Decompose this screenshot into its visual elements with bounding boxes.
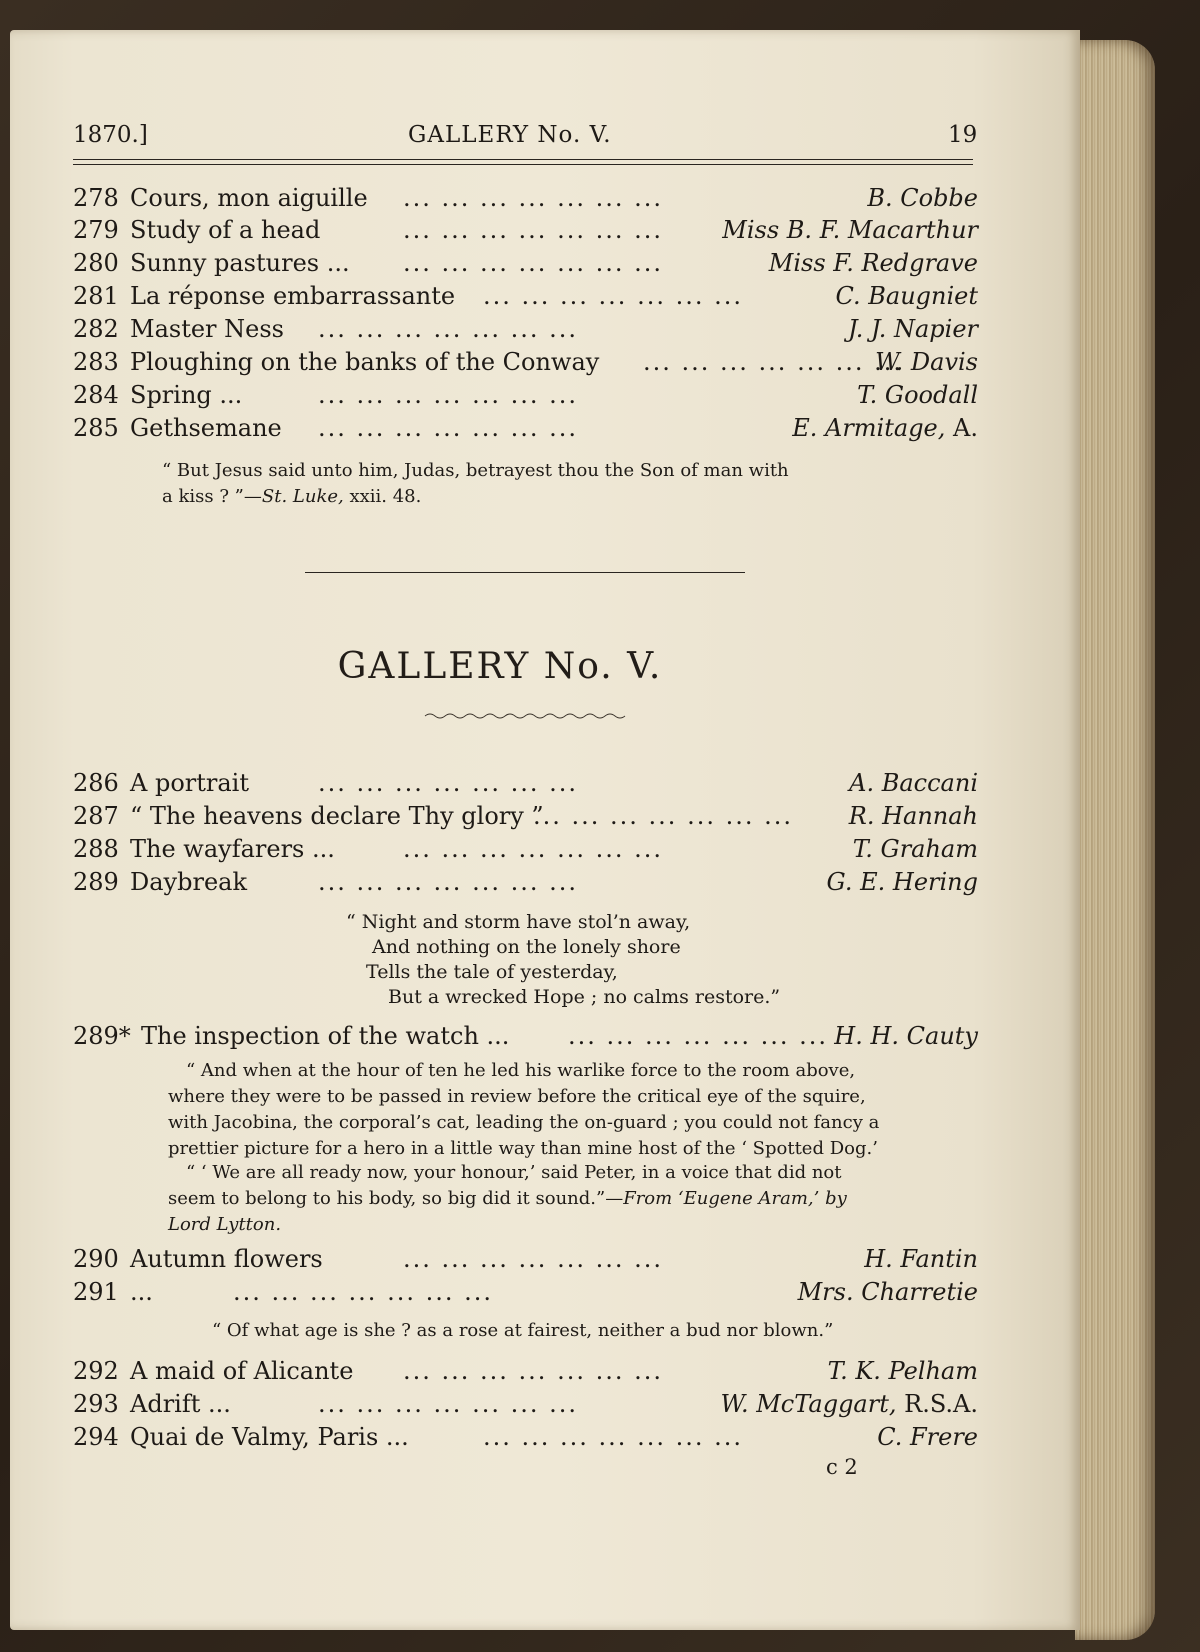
catalogue-entry — [73, 868, 978, 900]
dot-leader: ... ... ... ... ... ... ... — [533, 802, 793, 830]
entry-number: 291 — [73, 1278, 119, 1306]
catalogue-entry — [73, 1390, 978, 1422]
entry-title: La réponse embarrassante — [130, 282, 456, 310]
quote-289star-2: “ ‘ We are all ready now, your honour,’ said Peter, in a voice that did not seem to belong to his body, so big did it sound.”—From ‘Eugene Aram,’ by Lord Lytton. — [168, 1162, 847, 1235]
entry-title: The inspection of the watch ... — [141, 1022, 510, 1050]
dot-leader: ... ... ... ... ... ... ... — [318, 1390, 578, 1418]
entry-number: 287 — [73, 802, 119, 830]
entry-title: Quai de Valmy, Paris ... — [130, 1423, 409, 1451]
catalogue-entry — [73, 1357, 978, 1389]
entry-number: 292 — [73, 1357, 119, 1385]
quote-291: “ Of what age is she ? as a rose at fairest, neither a bud nor blown.” — [212, 1320, 834, 1341]
entry-title: Spring ... — [130, 381, 243, 409]
dot-leader: ... ... ... ... ... ... ... — [483, 1423, 743, 1451]
entry-artist: W. Davis — [875, 348, 978, 376]
dot-leader: ... ... ... ... ... ... ... — [318, 414, 578, 442]
entry-title: Autumn flowers — [130, 1245, 323, 1273]
catalogue-entry — [73, 769, 978, 801]
entry-title: The wayfarers ... — [130, 835, 335, 863]
wavy-ornament — [425, 712, 625, 720]
entry-number: 289 — [73, 868, 119, 896]
poem-289: “ Night and storm have stol’n away, And nothing on the lonely shore Tells the tale of yesterday, But a wrecked Hope ; no calms restore.” — [346, 911, 781, 1008]
page-edges — [1075, 40, 1155, 1640]
entry-number: 282 — [73, 315, 119, 343]
entry-title: Study of a head — [130, 216, 321, 244]
header-year: 1870.] — [73, 122, 148, 148]
entry-artist: T. Goodall — [857, 381, 978, 409]
header-rule — [73, 159, 973, 160]
entry-title: Master Ness — [130, 315, 284, 343]
catalogue-entry — [73, 1423, 978, 1455]
dot-leader: ... ... ... ... ... ... ... — [403, 249, 663, 277]
header-title: GALLERY No. V. — [408, 122, 612, 148]
entry-number: 290 — [73, 1245, 119, 1273]
dot-leader: ... ... ... ... ... ... ... — [643, 348, 903, 376]
dot-leader: ... ... ... ... ... ... ... — [568, 1022, 828, 1050]
catalogue-entry — [73, 282, 978, 314]
entry-number: 286 — [73, 769, 119, 797]
catalogue-entry — [73, 184, 978, 216]
entry-title: Daybreak — [130, 868, 247, 896]
catalogue-entry — [73, 1278, 978, 1310]
quote-289star: “ And when at the hour of ten he led his warlike force to the room above, where they were to be passed in review before the critical eye of the squire, with Jacobina, the corporal’s cat, leading the on-guard ; you could not fancy a prettier picture for a hero in a little way than mine host of the ‘ Spotted Dog.’ — [168, 1060, 880, 1159]
entry-artist: H. Fantin — [864, 1245, 978, 1273]
catalogue-entry — [73, 348, 978, 380]
entry-title: Adrift ... — [130, 1390, 231, 1418]
catalogue-entry — [73, 1022, 978, 1054]
entry-title: A portrait — [130, 769, 249, 797]
entry-artist: J. J. Napier — [847, 315, 978, 343]
gallery-heading: GALLERY No. V. — [337, 646, 663, 687]
signature-mark: c 2 — [826, 1455, 858, 1479]
entry-title: Sunny pastures ... — [130, 249, 350, 277]
dot-leader: ... ... ... ... ... ... ... — [318, 315, 578, 343]
entry-artist: T. K. Pelham — [827, 1357, 978, 1385]
dot-leader: ... ... ... ... ... ... ... — [403, 1245, 663, 1273]
dot-leader: ... ... ... ... ... ... ... — [318, 381, 578, 409]
dot-leader: ... ... ... ... ... ... ... — [483, 282, 743, 310]
entry-number: 284 — [73, 381, 119, 409]
page-number: 19 — [948, 122, 978, 148]
entry-title: Ploughing on the banks of the Conway — [130, 348, 600, 376]
entry-number: 293 — [73, 1390, 119, 1418]
dot-leader: ... ... ... ... ... ... ... — [318, 769, 578, 797]
entry-number: 289* — [73, 1022, 131, 1050]
entry-number: 280 — [73, 249, 119, 277]
dot-leader: ... ... ... ... ... ... ... — [403, 216, 663, 244]
entry-title: ... — [130, 1278, 153, 1306]
entry-artist: E. Armitage, A. — [792, 414, 978, 442]
entry-artist: T. Graham — [852, 835, 978, 863]
catalogue-entry — [73, 216, 978, 248]
dot-leader: ... ... ... ... ... ... ... — [318, 868, 578, 896]
quote-285: “ But Jesus said unto him, Judas, betrayest thou the Son of man with a kiss ? ”—St. Luke, xxii. 48. — [162, 460, 789, 507]
dot-leader: ... ... ... ... ... ... ... — [403, 1357, 663, 1385]
entry-number: 279 — [73, 216, 119, 244]
entry-number: 288 — [73, 835, 119, 863]
dot-leader: ... ... ... ... ... ... ... — [403, 184, 663, 212]
entry-title: A maid of Alicante — [130, 1357, 354, 1385]
entry-artist: B. Cobbe — [867, 184, 978, 212]
catalogue-entry — [73, 1245, 978, 1277]
catalogue-entry — [73, 414, 978, 446]
entry-number: 278 — [73, 184, 119, 212]
catalogue-entry — [73, 802, 978, 834]
header-rule-thin — [73, 164, 973, 165]
entry-number: 281 — [73, 282, 119, 310]
dot-leader: ... ... ... ... ... ... ... — [403, 835, 663, 863]
entry-artist: W. McTaggart, R.S.A. — [720, 1390, 978, 1418]
catalogue-entry — [73, 835, 978, 867]
entry-artist: H. H. Cauty — [834, 1022, 978, 1050]
entry-artist: C. Frere — [877, 1423, 978, 1451]
entry-artist: R. Hannah — [848, 802, 978, 830]
entry-number: 283 — [73, 348, 119, 376]
dot-leader: ... ... ... ... ... ... ... — [233, 1278, 493, 1306]
entry-artist: Miss B. F. Macarthur — [722, 216, 978, 244]
entry-title: Cours, mon aiguille — [130, 184, 368, 212]
entry-artist: A. Baccani — [849, 769, 978, 797]
catalogue-entry — [73, 249, 978, 281]
catalogue-entry — [73, 315, 978, 347]
entry-artist: Miss F. Redgrave — [768, 249, 978, 277]
entry-artist: Mrs. Charretie — [797, 1278, 978, 1306]
entry-artist: C. Baugniet — [835, 282, 978, 310]
entry-number: 294 — [73, 1423, 119, 1451]
entry-number: 285 — [73, 414, 119, 442]
entry-title: “ The heavens declare Thy glory ” — [130, 802, 544, 830]
catalogue-entry — [73, 381, 978, 413]
entry-artist: G. E. Hering — [826, 868, 978, 896]
entry-title: Gethsemane — [130, 414, 282, 442]
section-separator — [305, 572, 745, 573]
